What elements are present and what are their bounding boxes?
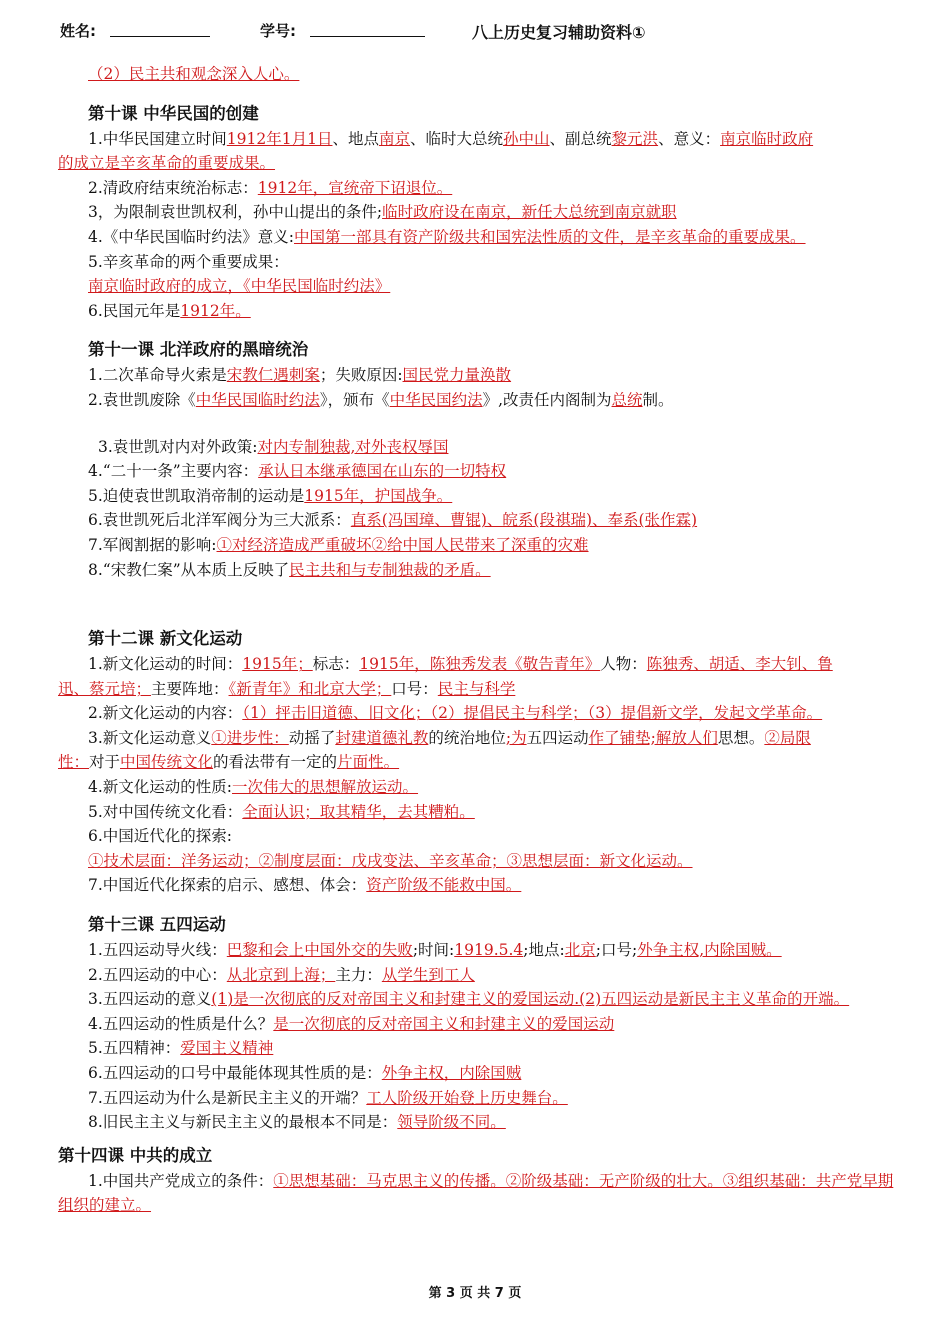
lesson-11-title: 第十一课 北洋政府的黑暗统治 (88, 340, 309, 360)
lesson-10-item-6: 6.民国元年是1912年。 (88, 301, 251, 320)
lesson-10-title: 第十课 中华民国的创建 (88, 103, 259, 123)
lesson-11-item-8: 8.“宋教仁案”从本质上反映了民主共和与专制独裁的矛盾。 (88, 560, 491, 579)
lesson-12-item-3-cont: 性：对于中国传统文化的看法带有一定的片面性。 (58, 753, 400, 772)
lesson-12-item-2: 2.新文化运动的内容：（1）抨击旧道德、旧文化；（2）提倡民主与科学；（3）提倡新文学，发起文学革命。 (88, 704, 823, 723)
document-title: 八上历史复习辅助资料① (472, 23, 646, 42)
lesson-13-item-7: 7.五四运动为什么是新民主主义的开端？工人阶级开始登上历史舞台。 (88, 1088, 568, 1107)
page-footer: 第 3 页 共 7 页 (428, 1286, 522, 1301)
lesson-12-item-3: 3.新文化运动意义①进步性：动摇了封建道德礼教的统治地位;为五四运动作了铺垫;解放人们思想。②局限 (88, 728, 811, 747)
lesson-13-item-1: 1.五四运动导火线：巴黎和会上中国外交的失败;时间:1919.5.4;地点:北京;口号;外争主权,内除国贼。 (88, 941, 782, 960)
lesson-12-item-4: 4.新文化运动的性质:一次伟大的思想解放运动。 (88, 778, 419, 797)
lesson-13-item-3: 3.五四运动的意义(1)是一次彻底的反对帝国主义和封建主义的爱国运动.(2)五四运动是新民主主义革命的开端。 (88, 990, 850, 1009)
lesson-10-item-4: 4.《中华民国临时约法》意义:中国第一部具有资产阶级共和国宪法性质的文件，是辛亥革命的重要成果。 (88, 227, 806, 246)
lesson-12-item-1-cont: 迅、蔡元培；主要阵地：《新青年》和北京大学；口号：民主与科学 (58, 679, 516, 698)
lesson-12-item-1: 1.新文化运动的时间：1915年；标志：1915年，陈独秀发表《敬告青年》人物：陈独秀、胡适、李大钊、鲁 (88, 655, 833, 674)
student-id-label: 学号: (260, 22, 296, 40)
top-note: （2）民主共和观念深入人心。 (88, 65, 300, 83)
lesson-13-item-5: 5.五四精神：爱国主义精神 (88, 1039, 274, 1058)
lesson-12-item-6: 6.中国近代化的探索: (88, 827, 233, 846)
lesson-13-title: 第十三课 五四运动 (88, 915, 226, 935)
lesson-10-item-5-answer: 南京临时政府的成立，《中华民国临时约法》 (88, 277, 391, 296)
lesson-11-item-5: 5.迫使袁世凯取消帝制的运动是1915年，护国战争。 (88, 486, 453, 505)
lesson-12-title: 第十二课 新文化运动 (88, 629, 243, 649)
document-body (58, 62, 908, 1218)
lesson-11-item-7: 7.军阀割据的影响:①对经济造成严重破坏②给中国人民带来了深重的灾难 (88, 535, 589, 554)
lesson-11-item-6: 6.袁世凯死后北洋军阀分为三大派系：直系(冯国璋、曹锟)、皖系(段祺瑞)、奉系(张作霖) (88, 511, 698, 530)
lesson-12-item-7: 7.中国近代化探索的启示、感想、体会：资产阶级不能救中国。 (88, 876, 522, 895)
lesson-11-item-1: 1.二次革命导火索是宋教仁遇刺案；失败原因:国民党力量涣散 (88, 366, 512, 385)
lesson-13-item-8: 8.旧民主主义与新民主主义的最根本不同是：领导阶级不同。 (88, 1113, 506, 1132)
lesson-10-item-2: 2.清政府结束统治标志：1912年，宣统帝下诏退位。 (88, 178, 453, 197)
lesson-10-item-1-cont: 的成立是辛亥革命的重要成果。 (58, 154, 276, 173)
lesson-10-item-3: 3，为限制袁世凯权利，孙中山提出的条件;临时政府设在南京，新任大总统到南京就职 (88, 203, 677, 222)
lesson-11-item-4: 4.“二十一条”主要内容：承认日本继承德国在山东的一切特权 (88, 462, 507, 481)
lesson-13-item-6: 6.五四运动的口号中最能体现其性质的是：外争主权，内除国贼 (88, 1064, 522, 1082)
lesson-14-item-1: 1.中国共产党成立的条件：①思想基础：马克思主义的传播。②阶级基础：无产阶级的壮大。③组织基础：共产党早期组织的建立。 (58, 1171, 894, 1215)
lesson-14-title: 第十四课 中共的成立 (58, 1145, 213, 1165)
lesson-12-item-6-answer: ①技术层面：洋务运动；②制度层面：戊戌变法、辛亥革命；③思想层面：新文化运动。 (88, 851, 693, 870)
lesson-12-item-5: 5.对中国传统文化看：全面认识；取其精华，去其糟粕。 (88, 802, 475, 821)
lesson-13-item-4: 4.五四运动的性质是什么？是一次彻底的反对帝国主义和封建主义的爱国运动 (88, 1014, 615, 1033)
lesson-10-item-1: 1.中华民国建立时间1912年1月1日、地点南京、临时大总统孙中山、副总统黎元洪、意义：南京临时政府 (88, 129, 814, 148)
lesson-11-item-2: 2.袁世凯废除《中华民国临时约法》，颁布《中华民国约法》,改责任内阁制为总统制。 (88, 390, 674, 409)
lesson-13-item-2: 2.五四运动的中心：从北京到上海；主力：从学生到工人 (88, 965, 475, 984)
lesson-11-item-3: 3.袁世凯对内对外政策:对内专制独裁,对外丧权辱国 (98, 437, 449, 456)
page-header (60, 18, 900, 42)
lesson-10-item-5: 5.辛亥革命的两个重要成果： (88, 252, 289, 271)
name-field-label: 姓名: (60, 22, 96, 40)
